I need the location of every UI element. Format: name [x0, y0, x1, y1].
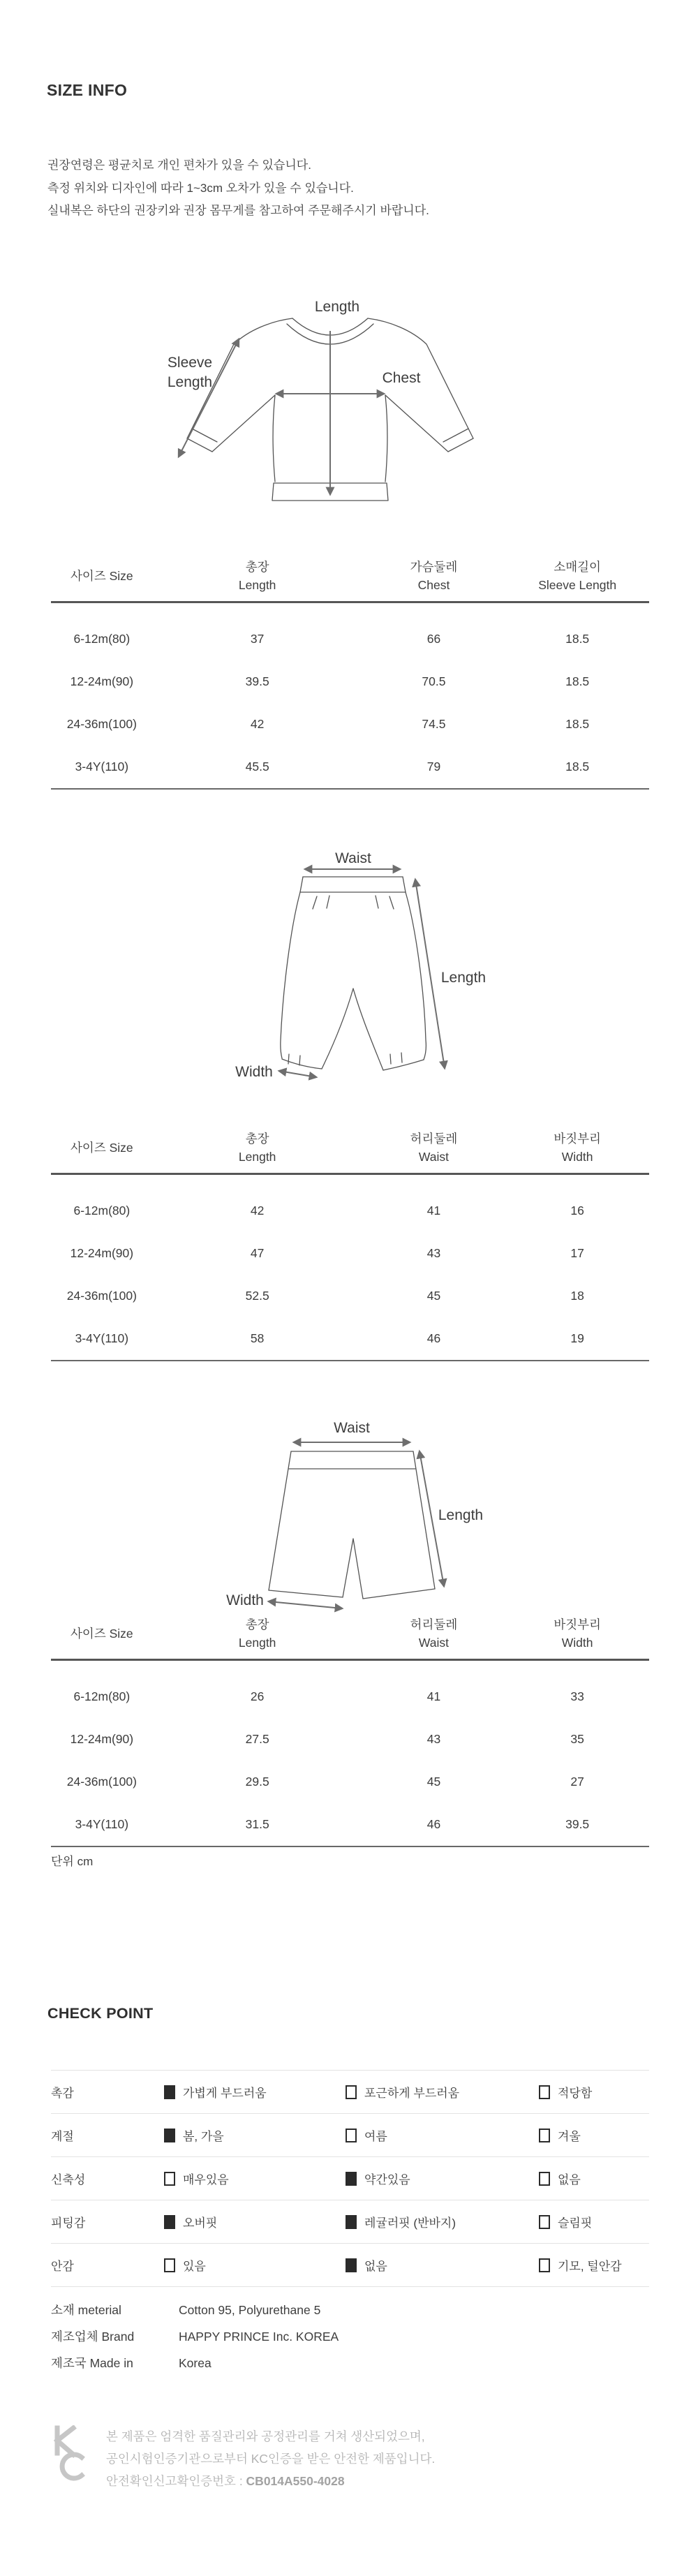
col-chest: 가슴둘레 Chest	[362, 555, 506, 602]
check-option	[164, 2213, 346, 2230]
table-row: 12-24m(90) 39.5 70.5 18.5	[70, 674, 590, 688]
pants-waist-label: Waist	[335, 850, 371, 866]
check-option	[346, 2083, 539, 2101]
shirt-sleeve-label-line1: Sleeve	[167, 355, 213, 371]
shorts-diagram	[222, 1412, 491, 1614]
check-option-label: 가볍게 부드러움	[183, 2087, 267, 2100]
checkbox-icon	[164, 2215, 175, 2229]
checkbox-icon	[539, 2258, 550, 2272]
check-option-label: 약간있음	[364, 2173, 410, 2186]
check-option	[539, 2170, 649, 2187]
check-option-label: 봄, 가을	[183, 2130, 224, 2143]
table-row: 3-4Y(110) 58 46 19	[75, 1331, 584, 1345]
table-row: 12-24m(90) 27.5 43 35	[70, 1732, 584, 1746]
check-row-label: 신축성	[51, 2173, 86, 2186]
table-header-row	[51, 555, 649, 602]
check-row-texture	[51, 2070, 649, 2113]
intro-line: 측정 위치와 디자인에 따라 1~3cm 오차가 있을 수 있습니다.	[47, 181, 354, 195]
check-point-table	[51, 2070, 649, 2287]
col-size: 사이즈 Size	[51, 1613, 153, 1660]
checkbox-icon	[346, 2172, 357, 2186]
check-row-season	[51, 2113, 649, 2156]
info-row-brand	[51, 2323, 339, 2350]
kc-text	[106, 2425, 435, 2492]
info-value: Cotton 95, Polyurethane 5	[179, 2303, 321, 2317]
check-option-label: 슬림핏	[558, 2216, 593, 2230]
pants-outline	[281, 877, 426, 1070]
checkbox-icon	[346, 2129, 357, 2142]
page-title: SIZE INFO	[47, 81, 128, 99]
check-option	[346, 2213, 539, 2230]
shorts-width-label: Width	[226, 1592, 264, 1608]
table-row: 3-4Y(110) 45.5 79 18.5	[75, 760, 590, 773]
shorts-length-label: Length	[438, 1507, 484, 1523]
col-hem-width: 바짓부리 Width	[505, 1613, 649, 1660]
col-length: 총장 Length	[153, 1127, 362, 1174]
table-row: 6-12m(80) 37 66 18.5	[73, 632, 590, 646]
check-point-title: CHECK POINT	[47, 2005, 154, 2022]
table-row: 3-4Y(110) 31.5 46 39.5	[75, 1817, 590, 1831]
table-row: 24-36m(100) 29.5 45 27	[66, 1775, 584, 1789]
col-size: 사이즈 Size	[51, 555, 153, 602]
table-row: 6-12m(80) 42 41 16	[73, 1204, 584, 1217]
check-option	[539, 2213, 649, 2230]
check-option-label: 기모, 털안감	[558, 2260, 622, 2273]
col-hem-width: 바짓부리 Width	[505, 1127, 649, 1174]
table-row: 6-12m(80) 26 41 33	[73, 1689, 584, 1703]
check-row-fit	[51, 2200, 649, 2243]
shirt-length-label: Length	[314, 299, 360, 315]
info-value: Korea	[179, 2356, 211, 2370]
checkbox-icon	[164, 2258, 175, 2272]
check-option	[164, 2083, 346, 2101]
info-label: 소재 meterial	[51, 2303, 121, 2317]
check-option-label: 여름	[364, 2130, 387, 2143]
intro-notes	[47, 154, 429, 223]
check-row-stretch	[51, 2156, 649, 2200]
col-length: 총장 Length	[153, 1613, 362, 1660]
check-option	[346, 2126, 539, 2144]
unit-note: 단위 cm	[51, 1855, 94, 1868]
check-option	[164, 2170, 346, 2187]
check-option-label: 없음	[364, 2260, 387, 2273]
shorts-measure-arrows	[269, 1442, 444, 1608]
shorts-outline	[269, 1451, 435, 1599]
product-info	[51, 2297, 339, 2376]
table-row: 24-36m(100) 52.5 45 18	[66, 1289, 584, 1303]
check-option	[539, 2126, 649, 2144]
checkbox-icon	[539, 2215, 550, 2229]
info-label: 제조업체 Brand	[51, 2330, 135, 2344]
col-size: 사이즈 Size	[51, 1127, 153, 1174]
check-option-label: 있음	[183, 2260, 206, 2273]
pants-measure-arrows	[279, 869, 445, 1077]
check-row-label: 안감	[51, 2260, 74, 2273]
col-waist: 허리둘레 Waist	[362, 1613, 506, 1660]
info-label: 제조국 Made in	[51, 2356, 133, 2370]
shorts-waist-label: Waist	[334, 1420, 370, 1436]
pants-width-label: Width	[235, 1064, 273, 1080]
checkbox-icon	[164, 2129, 175, 2142]
check-option	[346, 2256, 539, 2274]
kc-line: 공인시험인증기관으로부터 KC인증을 받은 안전한 제품입니다.	[106, 2452, 436, 2466]
shirt-sleeve-label-line2: Length	[167, 374, 213, 390]
kc-line: 안전확인신고확인증번호 : CB014A550-4028	[106, 2474, 345, 2488]
checkbox-icon	[346, 2258, 357, 2272]
checkbox-icon	[164, 2172, 175, 2186]
checkbox-icon	[164, 2085, 175, 2099]
check-option	[346, 2170, 539, 2187]
check-option-label: 포근하게 부드러움	[364, 2087, 460, 2100]
intro-line: 권장연령은 평균치로 개인 편차가 있을 수 있습니다.	[47, 158, 311, 172]
col-sleeve-length: 소매길이 Sleeve Length	[505, 555, 649, 602]
table-row: 12-24m(90) 47 43 17	[70, 1246, 584, 1260]
col-length: 총장 Length	[153, 555, 362, 602]
check-option-label: 적당함	[558, 2087, 593, 2100]
kc-cert-number: CB014A550-4028	[246, 2474, 345, 2488]
check-row-label: 계절	[51, 2130, 74, 2143]
kc-certification	[51, 2425, 435, 2492]
check-option	[539, 2256, 649, 2274]
checkbox-icon	[539, 2172, 550, 2186]
check-row-label: 피팅감	[51, 2216, 86, 2230]
shirt-chest-label: Chest	[382, 370, 421, 386]
check-option	[164, 2126, 346, 2144]
intro-line: 실내복은 하단의 권장키와 권장 몸무게를 참고하여 주문해주시기 바랍니다.	[47, 204, 429, 217]
top-garment-diagram	[152, 272, 487, 524]
check-option-label: 오버핏	[183, 2216, 218, 2230]
size-table-pants	[51, 1127, 649, 1361]
checkbox-icon	[539, 2085, 550, 2099]
checkbox-icon	[346, 2085, 357, 2099]
checkbox-icon	[346, 2215, 357, 2229]
check-row-lining	[51, 2243, 649, 2287]
table-header-row	[51, 1127, 649, 1174]
size-table-top	[51, 555, 649, 790]
check-row-label: 촉감	[51, 2087, 74, 2100]
info-row-material	[51, 2297, 339, 2323]
check-option-label: 겨울	[558, 2130, 581, 2143]
check-option-label: 레귤러핏 (반바지)	[364, 2216, 456, 2230]
check-option-label: 매우있음	[183, 2173, 229, 2186]
kc-line: 본 제품은 엄격한 품질관리와 공정관리를 거쳐 생산되었으며,	[106, 2429, 425, 2443]
col-waist: 허리둘레 Waist	[362, 1127, 506, 1174]
info-value: HAPPY PRINCE Inc. KOREA	[179, 2330, 339, 2344]
pants-diagram	[223, 838, 496, 1086]
checkbox-icon	[539, 2129, 550, 2142]
check-option-label: 없음	[558, 2173, 581, 2186]
check-option	[539, 2083, 649, 2101]
kc-mark-icon	[51, 2425, 89, 2481]
size-table-shorts	[51, 1613, 649, 1847]
info-row-origin	[51, 2350, 339, 2376]
pants-length-label: Length	[440, 970, 487, 986]
check-option	[164, 2256, 346, 2274]
table-row: 24-36m(100) 42 74.5 18.5	[66, 717, 590, 731]
table-header-row	[51, 1613, 649, 1660]
